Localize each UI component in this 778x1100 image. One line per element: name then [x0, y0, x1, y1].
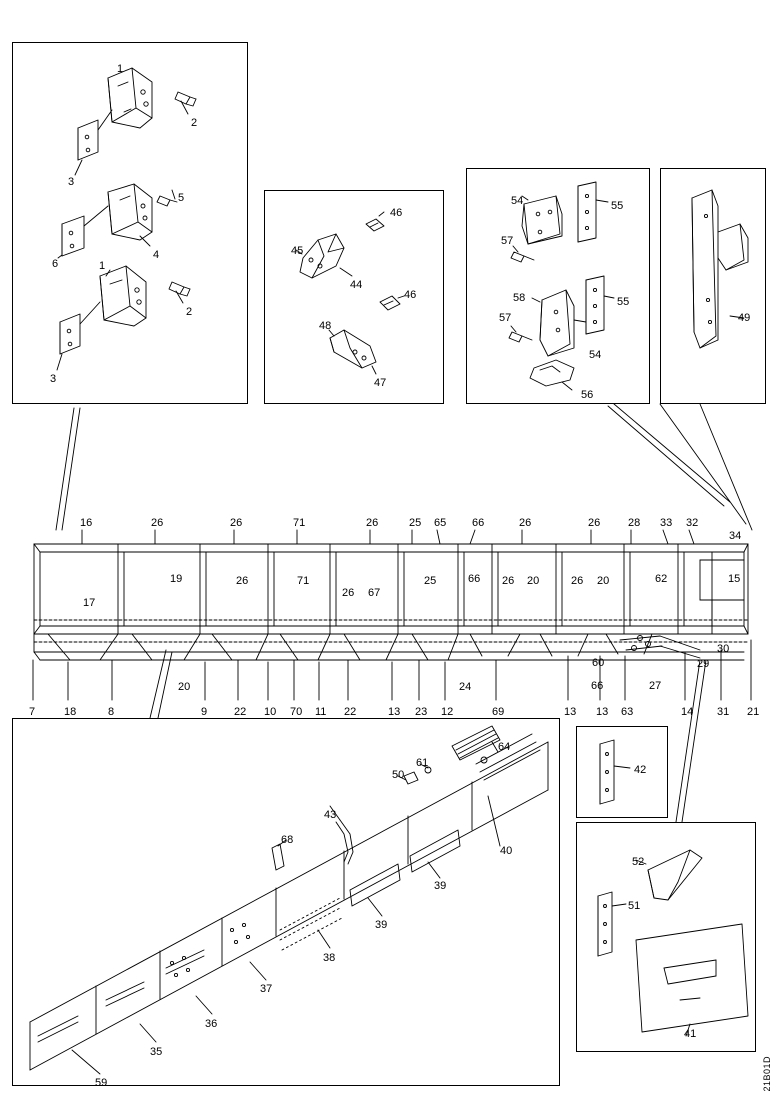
callout-number: 29: [697, 658, 710, 670]
callout-number: 50: [392, 769, 405, 781]
callout-number: 66: [591, 680, 604, 692]
callout-number: 32: [686, 517, 699, 529]
callout-number: 11: [315, 706, 327, 718]
callout-number: 21: [747, 706, 760, 718]
callout-number: 31: [717, 706, 730, 718]
callout-number: 28: [628, 517, 641, 529]
callout-number: 34: [729, 530, 742, 542]
callout-number: 71: [293, 517, 306, 529]
callout-number: 26: [236, 575, 249, 587]
callout-number: 26: [571, 575, 584, 587]
callout-number: 57: [501, 235, 514, 247]
panel-top-left: [12, 42, 248, 404]
callout-number: 24: [459, 681, 472, 693]
callout-number: 6: [52, 258, 59, 270]
callout-number: 47: [374, 377, 387, 389]
callout-number: 33: [660, 517, 673, 529]
callout-number: 13: [388, 706, 401, 718]
callout-number: 13: [564, 706, 577, 718]
callout-number: 38: [323, 952, 336, 964]
callout-number: 69: [492, 706, 505, 718]
callout-number: 41: [684, 1028, 697, 1040]
callout-number: 7: [29, 706, 36, 718]
callout-number: 58: [513, 292, 526, 304]
callout-number: 55: [611, 200, 624, 212]
callout-number: 43: [324, 809, 337, 821]
callout-number: 23: [415, 706, 428, 718]
callout-number: 2: [191, 117, 198, 129]
callout-number: 54: [511, 195, 524, 207]
callout-number: 51: [628, 900, 641, 912]
callout-number: 67: [368, 587, 381, 599]
callout-number: 26: [342, 587, 355, 599]
callout-number: 17: [83, 597, 96, 609]
panel-top-right: [466, 168, 650, 404]
callout-number: 48: [319, 320, 332, 332]
callout-number: 1: [99, 260, 106, 272]
callout-number: 15: [728, 573, 741, 585]
callout-number: 25: [424, 575, 437, 587]
callout-number: 19: [170, 573, 183, 585]
callout-number: 1: [117, 63, 124, 75]
callout-number: 42: [634, 764, 647, 776]
callout-number: 37: [260, 983, 273, 995]
callout-number: 46: [390, 207, 403, 219]
callout-number: 13: [596, 706, 609, 718]
callout-number: 26: [230, 517, 243, 529]
callout-number: 68: [281, 834, 294, 846]
panel-top-far: [660, 168, 766, 404]
callout-number: 2: [186, 306, 193, 318]
callout-number: 26: [151, 517, 164, 529]
callout-number: 25: [409, 517, 422, 529]
callout-number: 4: [153, 249, 160, 261]
callout-number: 64: [498, 741, 511, 753]
callout-number: 26: [519, 517, 532, 529]
callout-number: 61: [416, 757, 429, 769]
callout-number: 56: [581, 389, 594, 401]
callout-number: 20: [178, 681, 191, 693]
callout-number: 12: [441, 706, 454, 718]
callout-number: 35: [150, 1046, 163, 1058]
sheet-code: 21B01D: [762, 1056, 772, 1092]
callout-number: 71: [297, 575, 310, 587]
callout-number: 39: [375, 919, 388, 931]
callout-number: 66: [468, 573, 481, 585]
callout-number: 8: [108, 706, 115, 718]
callout-number: 10: [264, 706, 277, 718]
panel-top-mid: [264, 190, 444, 404]
panel-bottom-main: [12, 718, 560, 1086]
callout-number: 46: [404, 289, 417, 301]
callout-number: 5: [178, 192, 185, 204]
callout-number: 3: [50, 373, 57, 385]
callout-number: 20: [597, 575, 610, 587]
callout-number: 26: [588, 517, 601, 529]
callout-number: 18: [64, 706, 77, 718]
callout-number: 65: [434, 517, 447, 529]
callout-number: 39: [434, 880, 447, 892]
callout-number: 44: [350, 279, 363, 291]
callout-number: 30: [717, 643, 730, 655]
callout-number: 27: [649, 680, 662, 692]
callout-number: 55: [617, 296, 630, 308]
callout-number: 49: [738, 312, 751, 324]
callout-number: 3: [68, 176, 75, 188]
callout-number: 36: [205, 1018, 218, 1030]
callout-number: 16: [80, 517, 93, 529]
callout-number: 60: [592, 657, 605, 669]
panel-bottom-right: [576, 822, 756, 1052]
callout-number: 22: [344, 706, 357, 718]
callout-number: 62: [655, 573, 668, 585]
callout-number: 9: [201, 706, 208, 718]
callout-number: 54: [589, 349, 602, 361]
callout-number: 20: [527, 575, 540, 587]
callout-number: 40: [500, 845, 513, 857]
callout-number: 66: [472, 517, 485, 529]
callout-number: 26: [502, 575, 515, 587]
callout-number: 14: [681, 706, 694, 718]
callout-number: 63: [621, 706, 634, 718]
callout-number: 22: [234, 706, 247, 718]
callout-number: 59: [95, 1077, 108, 1089]
callout-number: 26: [366, 517, 379, 529]
panel-small-42: [576, 726, 668, 818]
callout-number: 70: [290, 706, 303, 718]
callout-number: 57: [499, 312, 512, 324]
callout-number: 45: [291, 245, 304, 257]
callout-number: 52: [632, 856, 645, 868]
